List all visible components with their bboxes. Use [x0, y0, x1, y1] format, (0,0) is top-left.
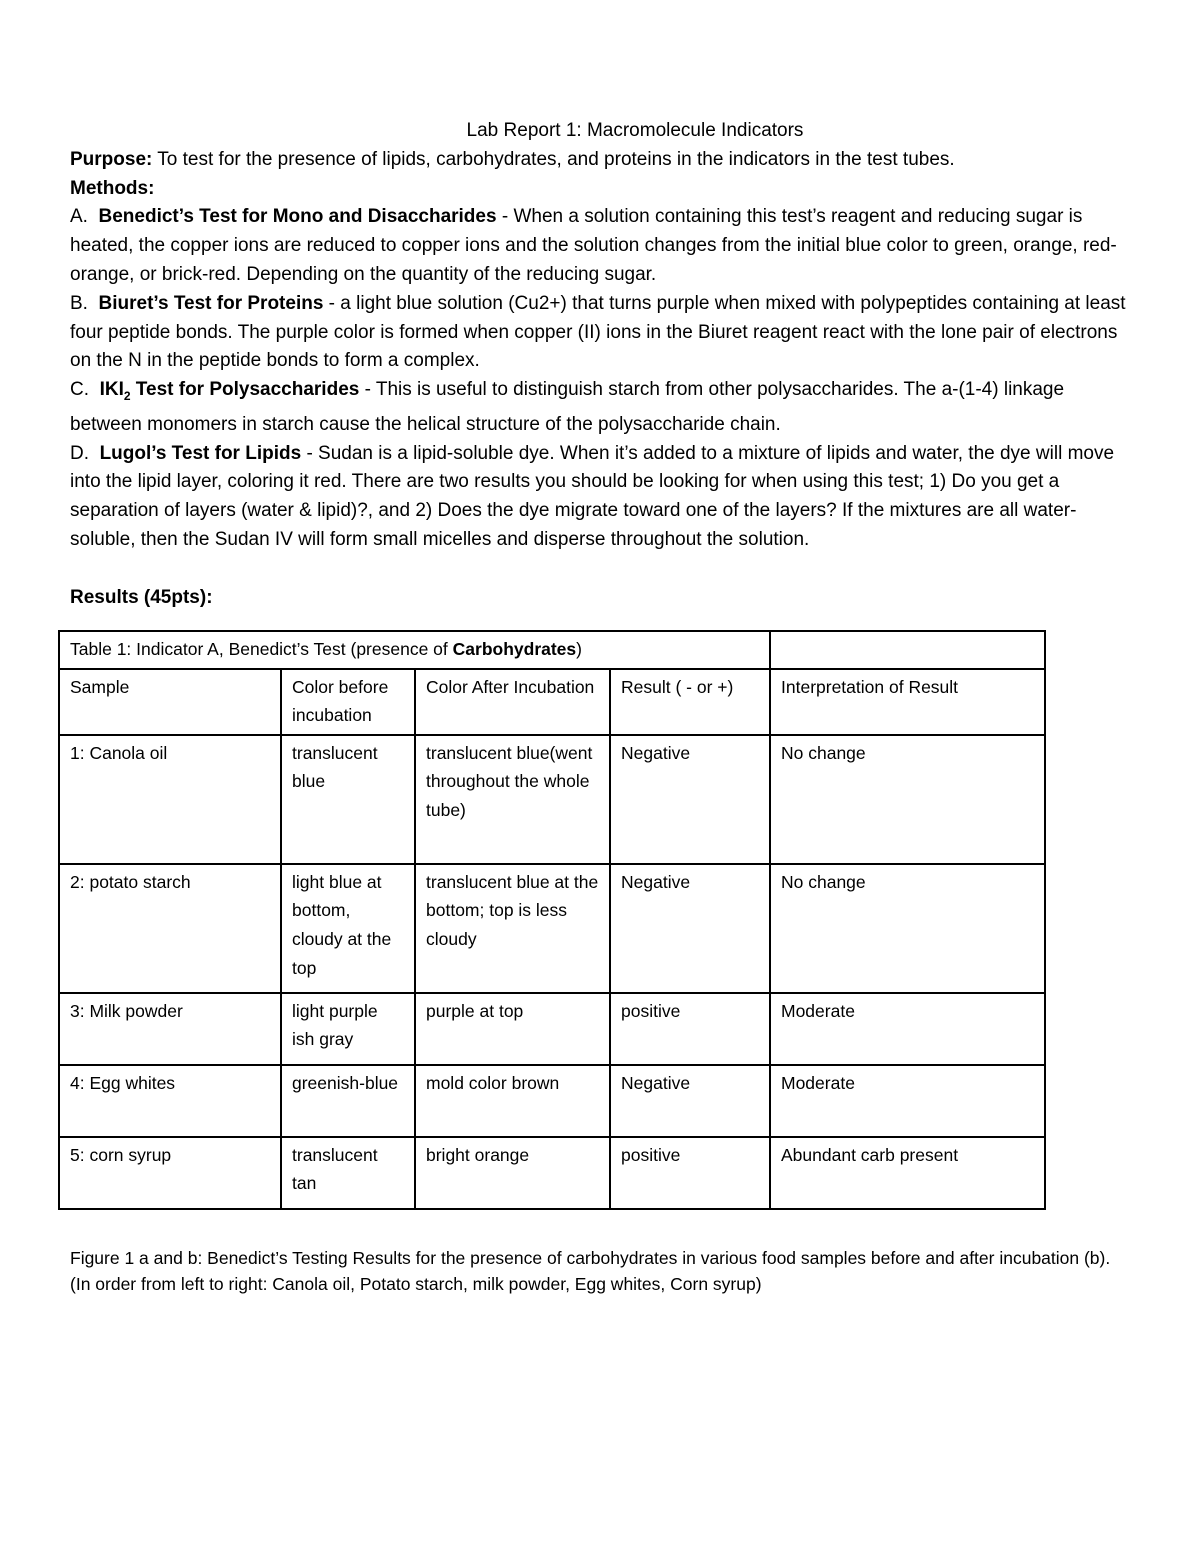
cell-result: positive — [610, 993, 770, 1065]
method-text: - When a solution containing this test’s reagent and reducing sugar is heated, the copper ions are reduced to copper ions and the solution changes from the initial blue color to green, orange, red-orange, or brick-red. Depending on the quantity of the reducing sugar. — [70, 206, 1117, 285]
figure-caption-line1: Figure 1 a and b: Benedict’s Testing Results for the presence of carbohydrates in various food samples before and after incubation (b). — [70, 1248, 1111, 1268]
cell-color-before: light purple ish gray — [281, 993, 415, 1065]
table-row — [59, 1137, 1045, 1209]
method-a — [70, 203, 1140, 289]
cell-sample: 4: Egg whites — [59, 1065, 281, 1137]
method-name-prefix: IKI — [99, 379, 124, 401]
table-caption-suffix: ) — [576, 639, 582, 659]
results-label: Results (45pts): — [70, 586, 213, 608]
method-name-subscript: 2 — [123, 388, 131, 403]
method-c — [70, 376, 1140, 439]
purpose-paragraph — [70, 146, 1140, 175]
cell-sample: 3: Milk powder — [59, 993, 281, 1065]
table-caption — [59, 631, 770, 669]
table-row — [59, 993, 1045, 1065]
cell-color-before: translucent tan — [281, 1137, 415, 1209]
method-d — [70, 440, 1140, 555]
table-row — [59, 864, 1045, 993]
cell-interpretation: Abundant carb present — [770, 1137, 1045, 1209]
cell-color-before: light blue at bottom, cloudy at the top — [281, 864, 415, 993]
method-letter: D. — [70, 442, 89, 464]
table-row — [59, 1065, 1045, 1137]
purpose-label: Purpose: — [70, 148, 153, 170]
table-caption-empty-cell — [770, 631, 1045, 669]
table-caption-row — [59, 631, 1045, 669]
method-text: - This is useful to distinguish starch from other polysaccharides. The a-(1-4) linkage between monomers in starch cause the helical structure of the polysaccharide chain. — [70, 379, 1065, 435]
cell-color-before: greenish-blue — [281, 1065, 415, 1137]
method-letter: B. — [70, 292, 88, 314]
table-caption-bold: Carbohydrates — [452, 639, 577, 659]
cell-color-after: mold color brown — [415, 1065, 610, 1137]
page-title: Lab Report 1: Macromolecule Indicators — [466, 120, 804, 141]
methods-label: Methods: — [70, 177, 155, 199]
method-name: Biuret’s Test for Proteins — [98, 292, 324, 314]
header-result: Result ( - or +) — [610, 669, 770, 735]
method-name-suffix: Test for Polysaccharides — [130, 379, 360, 401]
table-row — [59, 735, 1045, 864]
cell-color-after: bright orange — [415, 1137, 610, 1209]
header-interpretation: Interpretation of Result — [770, 669, 1045, 735]
method-name — [99, 379, 360, 403]
document-body — [70, 117, 1140, 613]
cell-interpretation: No change — [770, 864, 1045, 993]
cell-color-before: translucent blue — [281, 735, 415, 864]
method-b — [70, 290, 1140, 376]
table-caption-prefix: Table 1: Indicator A, Benedict’s Test (presence of — [70, 639, 453, 659]
method-name: Lugol’s Test for Lipids — [99, 442, 302, 464]
cell-interpretation: No change — [770, 735, 1045, 864]
cell-result: positive — [610, 1137, 770, 1209]
table-header-row — [59, 669, 1045, 735]
purpose-text: To test for the presence of lipids, carbohydrates, and proteins in the indicators in the test tubes. — [152, 148, 955, 170]
results-table — [58, 630, 1046, 1210]
cell-color-after: translucent blue(went throughout the whole tube) — [415, 735, 610, 864]
cell-interpretation: Moderate — [770, 1065, 1045, 1137]
method-text: - a light blue solution (Cu2+) that turns purple when mixed with polypeptides containing at least four peptide bonds. The purple color is formed when copper (II) ions in the Biuret reagent react with the lone pair of electrons on the N in the peptide bonds to form a complex. — [70, 292, 1126, 372]
figure-caption-line2: (In order from left to right: Canola oil, Potato starch, milk powder, Egg whites, Corn syrup) — [70, 1273, 762, 1294]
cell-sample: 5: corn syrup — [59, 1137, 281, 1209]
cell-result: Negative — [610, 1065, 770, 1137]
cell-sample: 2: potato starch — [59, 864, 281, 993]
cell-interpretation: Moderate — [770, 993, 1045, 1065]
cell-sample: 1: Canola oil — [59, 735, 281, 864]
cell-result: Negative — [610, 735, 770, 864]
method-name: Benedict’s Test for Mono and Disaccharides — [98, 206, 497, 228]
header-sample: Sample — [59, 669, 281, 735]
header-color-before: Color before incubation — [281, 669, 415, 735]
method-letter: A. — [70, 206, 88, 228]
cell-result: Negative — [610, 864, 770, 993]
method-text: - Sudan is a lipid-soluble dye. When it’s added to a mixture of lipids and water, the dye will move into the lipid layer, coloring it red. There are two results you should be looking for when using this test; 1) Do you get a separation of layers (water & lipid)?, and 2) Does the dye migrate toward one of the layers? If the mixtures are all water-soluble, then the Sudan IV will form small micelles and disperse throughout the solution. — [70, 442, 1115, 550]
figure-caption — [70, 1246, 1140, 1297]
header-color-after: Color After Incubation — [415, 669, 610, 735]
method-letter: C. — [70, 379, 89, 401]
cell-color-after: purple at top — [415, 993, 610, 1065]
cell-color-after: translucent blue at the bottom; top is less cloudy — [415, 864, 610, 993]
